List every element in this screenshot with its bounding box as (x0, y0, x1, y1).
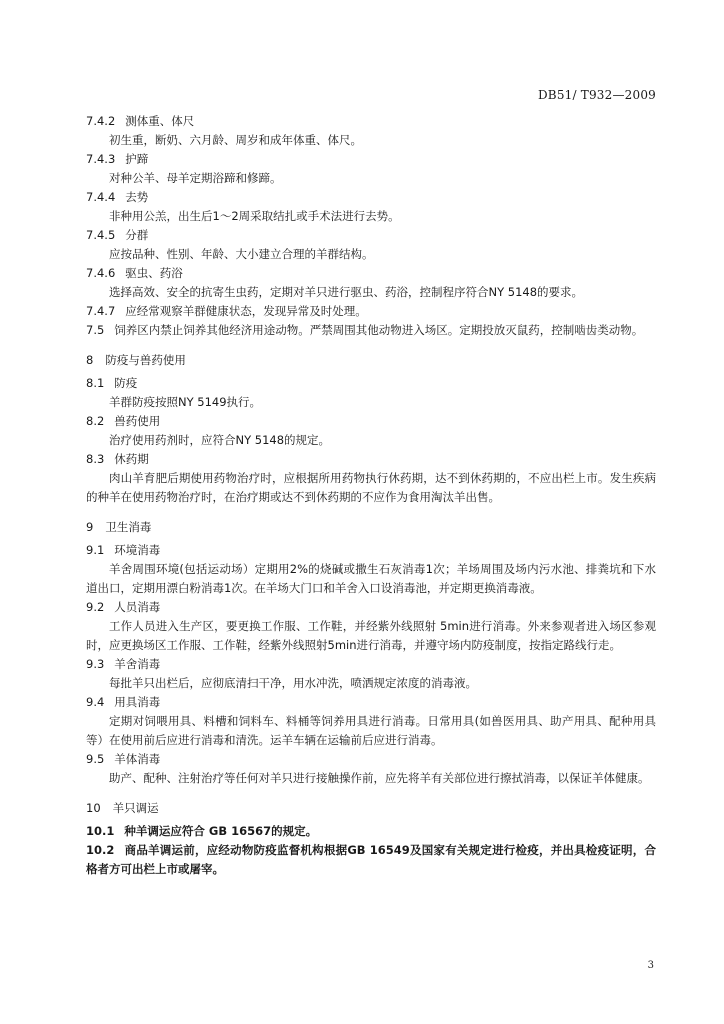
clause-heading-9-3: 9.3 羊舍消毒 (86, 657, 161, 671)
clause-body-7-4-2: 初生重，断奶、六月龄、周岁和成年体重、体尺。 (109, 133, 362, 147)
clause-body-7-4-5: 应按品种、性别、年龄、大小建立合理的羊群结构。 (109, 247, 374, 261)
section-heading-10: 10 羊只调运 (86, 801, 159, 815)
clause-7-5: 7.5 饲养区内禁止饲养其他经济用途动物。严禁周围其他动物进入场区。定期投放灭鼠药，控制啮齿类动物。 (86, 323, 644, 337)
clause-heading-8-3: 8.3 休药期 (86, 452, 149, 466)
standard-code-header: DB51/ T932—2009 (537, 88, 656, 102)
clause-body-7-4-4: 非种用公羔，出生后1～2周采取结扎或手术法进行去势。 (109, 209, 400, 223)
clause-heading-9-1: 9.1 环境消毒 (86, 543, 161, 557)
clause-body-8-3: 肉山羊育肥后期使用药物治疗时，应根据所用药物执行休药期，达不到休药期的，不应出栏上市。发生疾病的种羊在使用药物治疗时，在治疗期或达不到休药期的不应作为食用淘汰羊出售。 (86, 471, 656, 504)
clause-body-9-5: 助产、配种、注射治疗等任何对羊只进行接触操作前，应先将羊有关部位进行擦拭消毒，以保证羊体健康。 (109, 771, 650, 785)
clause-heading-7-4-5: 7.4.5 分群 (86, 228, 149, 242)
clause-body-7-4-3: 对种公羊、母羊定期浴蹄和修蹄。 (109, 171, 282, 185)
clause-body-9-3: 每批羊只出栏后，应彻底清扫干净，用水冲洗，喷洒规定浓度的消毒液。 (109, 676, 477, 690)
clause-heading-9-2: 9.2 人员消毒 (86, 600, 161, 614)
clause-body-8-2: 治疗使用药剂时，应符合NY 5148的规定。 (109, 433, 331, 447)
clause-10-1: 10.1 种羊调运应符合 GB 16567的规定。 (86, 824, 318, 838)
clause-heading-7-4-6: 7.4.6 驱虫、药浴 (86, 266, 183, 280)
clause-heading-7-4-4: 7.4.4 去势 (86, 190, 149, 204)
clause-7-4-7: 7.4.7 应经常观察羊群健康状态，发现异常及时处理。 (86, 304, 367, 318)
clause-heading-9-4: 9.4 用具消毒 (86, 695, 161, 709)
page-number: 3 (647, 960, 654, 971)
clause-heading-9-5: 9.5 羊体消毒 (86, 752, 161, 766)
clause-body-7-4-6: 选择高效、安全的抗寄生虫药，定期对羊只进行驱虫、药浴，控制程序符合NY 5148的要求。 (109, 285, 584, 299)
section-heading-9: 9 卫生消毒 (86, 520, 152, 534)
clause-body-9-2: 工作人员进入生产区，要更换工作服、工作鞋，并经紫外线照射 5min进行消毒。外来参观者进入场区参观时，应更换场区工作服、工作鞋，经紫外线照射5min进行消毒，并遵守场内防疫制度，按指定路线行走。 (86, 619, 656, 652)
clause-heading-8-2: 8.2 兽药使用 (86, 414, 161, 428)
clause-heading-7-4-2: 7.4.2 测体重、体尺 (86, 114, 195, 128)
clause-heading-8-1: 8.1 防疫 (86, 376, 138, 390)
clause-body-9-1: 羊舍周围环境(包括运动场）定期用2%的烧碱或撒生石灰消毒1次；羊场周围及场内污水池、排粪坑和下水道出口，定期用漂白粉消毒1次。在羊场大门口和羊舍入口设消毒池，并定期更换消毒液。 (86, 562, 656, 595)
clause-heading-7-4-3: 7.4.3 护蹄 (86, 152, 149, 166)
clause-body-9-4: 定期对饲喂用具、料槽和饲料车、料桶等饲养用具进行消毒。日常用具(如兽医用具、助产用具、配种用具等）在使用前后应进行消毒和清洗。运羊车辆在运输前后应进行消毒。 (86, 714, 656, 747)
section-heading-8: 8 防疫与兽药使用 (86, 353, 186, 367)
clause-10-2: 10.2 商品羊调运前，应经动物防疫监督机构根据GB 16549及国家有关规定进行检疫，并出具检疫证明，合格者方可出栏上市或屠宰。 (86, 843, 656, 876)
document-body (86, 112, 656, 879)
clause-body-8-1: 羊群防疫按照NY 5149执行。 (109, 395, 262, 409)
